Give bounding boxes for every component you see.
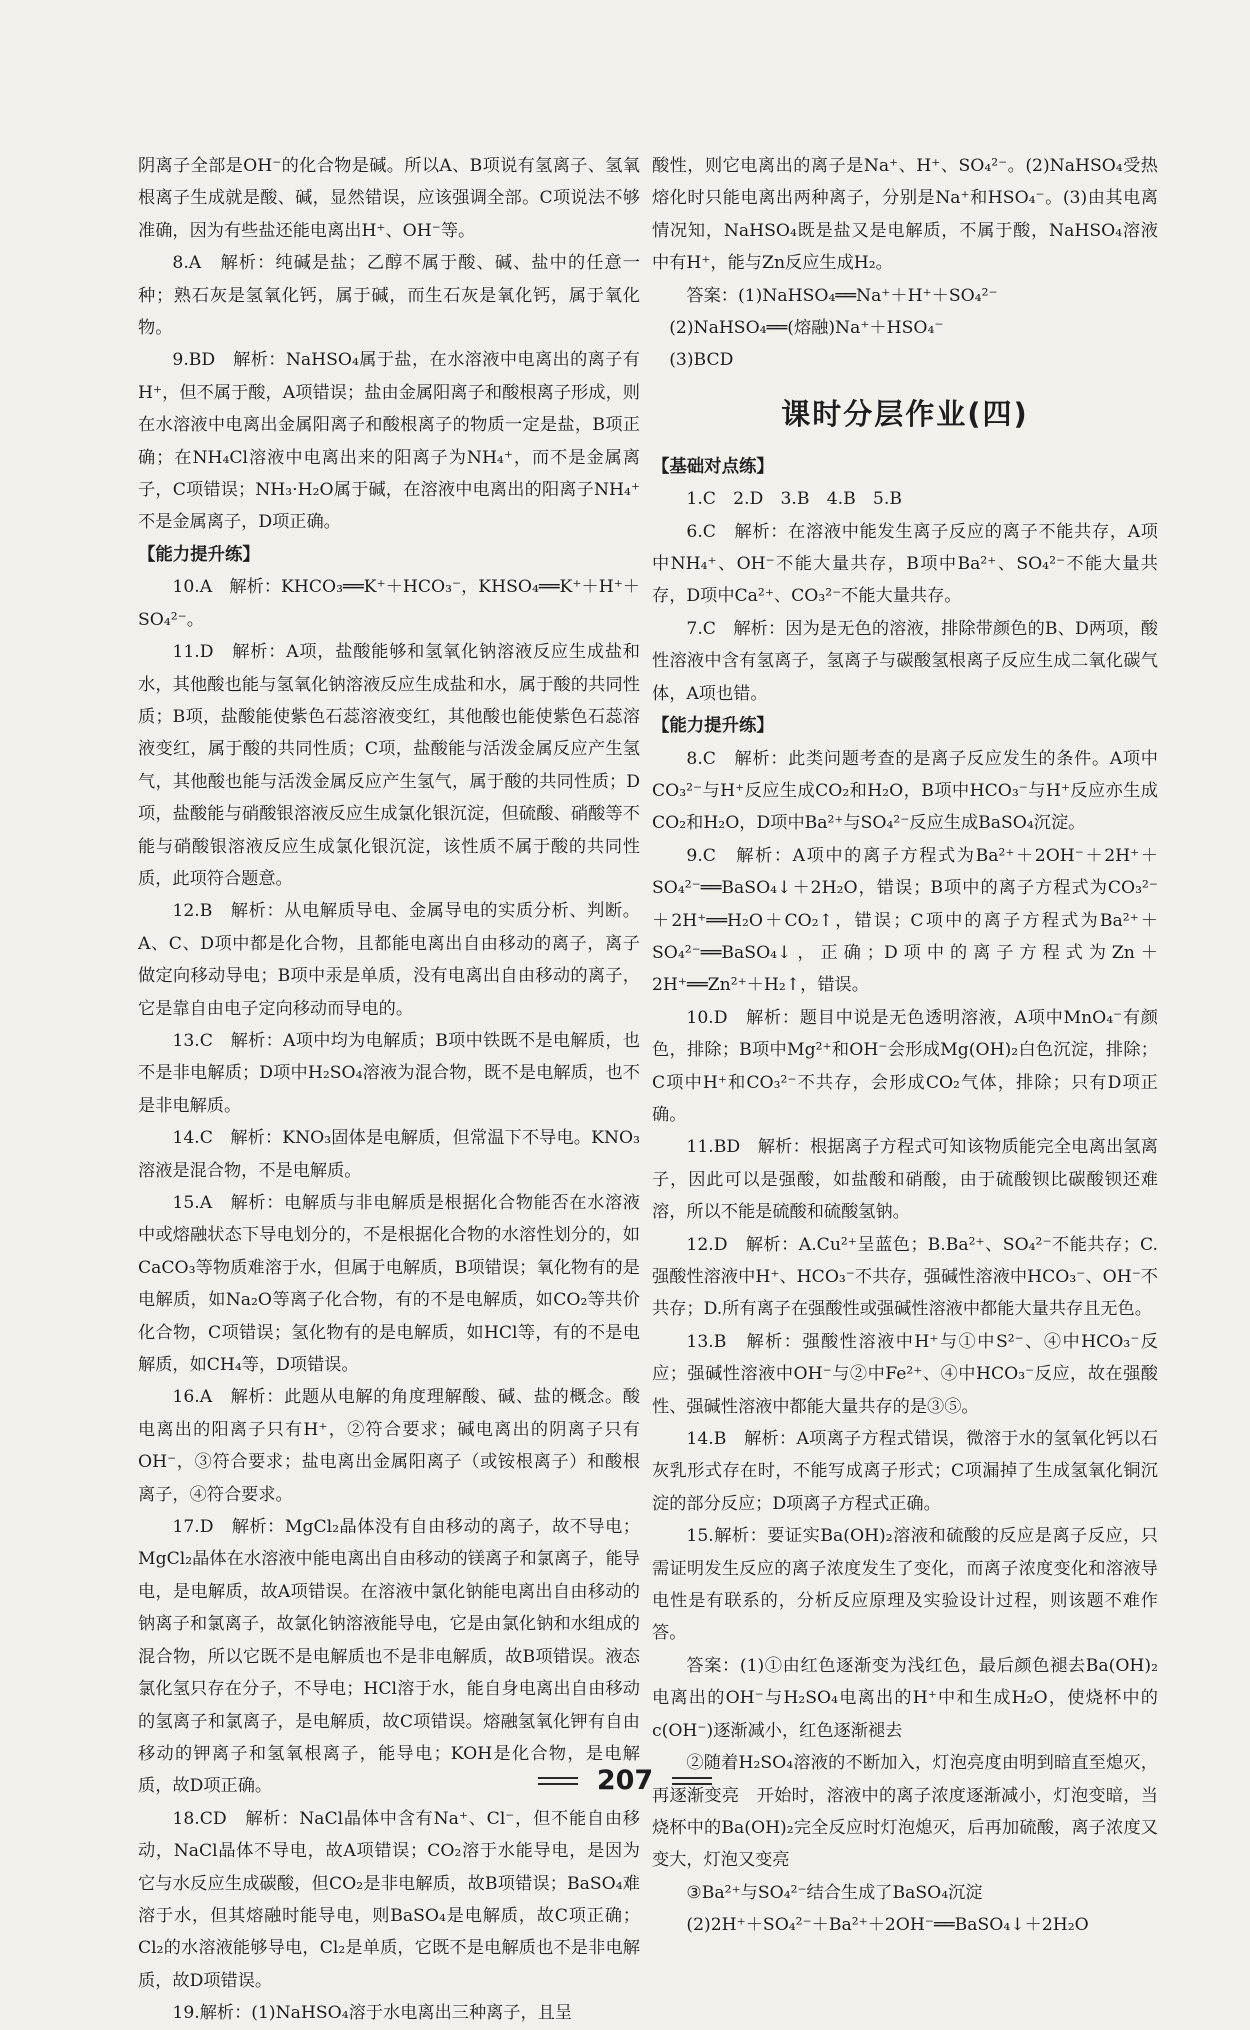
section-heading: 【能力提升练】 [138,544,260,565]
answer-paragraph: 11.BD 解析：根据离子方程式可知该物质能完全电离出氢离子，因此可以是强酸，如盐酸和硝酸，由于硫酸钡比碳酸钡还难溶，所以不能是硫酸和硫酸氢钠。 [652,1137,1158,1223]
answer-paragraph: ②随着H₂SO₄溶液的不断加入，灯泡亮度由明到暗直至熄灭，再逐渐变亮 开始时，溶液中的离子浓度逐渐减小，灯泡变暗，当烧杯中的Ba(OH)₂完全反应时灯泡熄灭，后再加硫酸，离子浓度又变大，灯泡又变亮 [652,1753,1158,1871]
answer-paragraph: 14.B 解析：A项离子方程式错误，微溶于水的氢氧化钙以石灰乳形式存在时，不能写成离子形式；C项漏掉了生成氢氧化铜沉淀的部分反应；D项离子方程式正确。 [652,1429,1158,1514]
answer-paragraph: 19.解析：(1)NaHSO₄溶于水电离出三种离子，且呈 [172,2003,573,2024]
answer-paragraph: 13.C 解析：A项中均为电解质；B项中铁既不是电解质，也不是非电解质；D项中H₂SO₄溶液为混合物，既不是电解质，也不是非电解质。 [138,1030,640,1116]
answer-paragraph: 11.D 解析：A项，盐酸能够和氢氧化钠溶液反应生成盐和水，其他酸也能与氢氧化钠溶液反应生成盐和水，属于酸的共同性质；B项，盐酸能使紫色石蕊溶液变红，其他酸也能使紫色石蕊溶液变红，属于酸的共同性质；C项，盐酸能与活泼金属反应产生氢气，其他酸也能与活泼金属反应产生氢气，属于酸的共同性质；D项，盐酸能与硝酸银溶液反应生成氯化银沉淀，但硫酸、硝酸等不能与硝酸银溶液反应生成氯化银沉淀，该性质不属于酸的共同性质，此项符合题意。 [138,642,640,889]
answer-paragraph: 12.B 解析：从电解质导电、金属导电的实质分析、判断。A、C、D项中都是化合物，且都能电离出自由移动的离子，离子做定向移动导电；B项中汞是单质，没有电离出自由移动的离子，它是靠自由电子定向移动而导电的。 [138,901,640,1019]
answer-paragraph: 9.BD 解析：NaHSO₄属于盐，在水溶液中电离出的离子有H⁺，但不属于酸，A项错误；盐由金属阳离子和酸根离子形成，则在水溶液中电离出金属阳离子和酸根离子的物质一定是盐，B项正确；在NH₄Cl溶液中电离出来的阳离子为NH₄⁺，而不是金属离子，C项错误；NH₃·H₂O属于碱，在溶液中电离出的阳离子NH₄⁺不是金属离子，D项正确。 [138,350,640,533]
right-column [652,150,1158,1942]
answer-paragraph: 17.D 解析：MgCl₂晶体没有自由移动的离子，故不导电；MgCl₂晶体在水溶液中能电离出自由移动的镁离子和氯离子，能导电，是电解质，故A项错误。在溶液中氯化钠能电离出自由移动的钠离子和氯离子，故氯化钠溶液能导电，它是由氯化钠和水组成的混合物，所以它既不是电解质也不是非电解质，故B项错误。液态氯化氢只存在分子，不导电；HCl溶于水，能自身电离出自由移动的氢离子和氯离子，是电解质，故C项错误。熔融氢氧化钾有自由移动的钾离子和氢氧根离子，能导电；KOH是化合物，是电解质，故D项正确。 [138,1517,640,1797]
answer-paragraph: 6.C 解析：在溶液中能发生离子反应的离子不能共存，A项中NH₄⁺、OH⁻不能大量共存，B项中Ba²⁺、SO₄²⁻不能大量共存，D项中Ca²⁺、CO₃²⁻不能大量共存。 [652,521,1158,607]
answer-paragraph: 7.C 解析：因为是无色的溶液，排除带颜色的B、D两项，酸性溶液中含有氢离子，氢离子与碳酸氢根离子反应生成二氧化碳气体，A项也错。 [652,618,1158,704]
page-footer [0,1765,1250,1796]
answer-paragraph: 12.D 解析：A.Cu²⁺呈蓝色；B.Ba²⁺、SO₄²⁻不能共存；C.强酸性溶液中H⁺、HCO₃⁻不共存，强碱性溶液中HCO₃⁻、OH⁻不共存；D.所有离子在强酸性或强碱性溶液中都能大量共存且无色。 [652,1234,1158,1320]
answer-paragraph: 10.A 解析：KHCO₃══K⁺＋HCO₃⁻，KHSO₄══K⁺＋H⁺＋SO₄²⁻。 [138,577,640,630]
answer-paragraph: 14.C 解析：KNO₃固体是电解质，但常温下不导电。KNO₃溶液是混合物，不是电解质。 [138,1128,640,1181]
left-column [138,150,640,2030]
answer-paragraph: 8.A 解析：纯碱是盐；乙醇不属于酸、碱、盐中的任意一种；熟石灰是氢氧化钙，属于碱，而生石灰是氧化钙，属于氧化物。 [138,253,640,339]
answer-paragraph: 15.A 解析：电解质与非电解质是根据化合物能否在水溶液中或熔融状态下导电划分的，不是根据化合物的水溶性划分的，如CaCO₃等物质难溶于水，但属于电解质，B项错误；氧化物有的是电解质，如Na₂O等离子化合物，有的不是电解质，如CO₂等共价化合物，C项错误；氢化物有的是电解质，如HCl等，有的不是电解质，如CH₄等，D项错误。 [138,1193,640,1376]
answer-paragraph: 答案：(1)①由红色逐渐变为浅红色，最后颜色褪去Ba(OH)₂电离出的OH⁻与H₂SO₄电离出的H⁺中和生成H₂O，使烧杯中的c(OH⁻)逐渐减小，红色逐渐褪去 [652,1655,1158,1741]
page-number: 207 [596,1765,654,1796]
answer-paragraph: 9.C 解析：A项中的离子方程式为Ba²⁺＋2OH⁻＋2H⁺＋SO₄²⁻══BaSO₄↓＋2H₂O，错误；B项中的离子方程式为CO₃²⁻＋2H⁺══H₂O＋CO₂↑，错误；C项中的离子方程式为Ba²⁺＋SO₄²⁻══BaSO₄↓，正确；D项中的离子方程式为Zn＋2H⁺══Zn²⁺＋H₂↑，错误。 [652,845,1158,996]
answer-paragraph: 1.C 2.D 3.B 4.B 5.B [686,489,902,510]
answer-paragraph: 酸性，则它电离出的离子是Na⁺、H⁺、SO₄²⁻。(2)NaHSO₄受热熔化时只能电离出两种离子，分别是Na⁺和HSO₄⁻。(3)由其电离情况知，NaHSO₄既是盐又是电解质，不属于酸，NaHSO₄溶液中有H⁺，能与Zn反应生成H₂。 [652,156,1158,274]
answer-paragraph: ③Ba²⁺与SO₄²⁻结合生成了BaSO₄沉淀 [686,1882,983,1903]
answer-paragraph: (2)NaHSO₄══(熔融)Na⁺＋HSO₄⁻ [669,318,944,339]
answer-paragraph: 10.D 解析：题目中说是无色透明溶液，A项中MnO₄⁻有颜色，排除；B项中Mg²⁺和OH⁻会形成Mg(OH)₂白色沉淀，排除；C项中H⁺和CO₃²⁻不共存，会形成CO₂气体，排除；只有D项正确。 [652,1007,1158,1125]
answer-paragraph: 13.B 解析：强酸性溶液中H⁺与①中S²⁻、④中HCO₃⁻反应；强碱性溶液中OH⁻与②中Fe²⁺、④中HCO₃⁻反应，故在强酸性、强碱性溶液中都能大量共存的是③⑤。 [652,1331,1158,1417]
section-heading: 【能力提升练】 [652,716,774,737]
answer-paragraph: 答案：(1)NaHSO₄══Na⁺＋H⁺＋SO₄²⁻ [686,285,998,306]
footer-rule-left [538,1773,578,1789]
footer-rule-right [672,1773,712,1789]
answer-paragraph: 15.解析：要证实Ba(OH)₂溶液和硫酸的反应是离子反应，只需证明发生反应的离子浓度发生了变化，而离子浓度变化和溶液导电性是有联系的，分析反应原理及实验设计过程，则该题不难作答。 [652,1526,1158,1644]
answer-paragraph: (2)2H⁺＋SO₄²⁻＋Ba²⁺＋2OH⁻══BaSO₄↓＋2H₂O [686,1915,1089,1936]
answer-paragraph: 18.CD 解析：NaCl晶体中含有Na⁺、Cl⁻，但不能自由移动，NaCl晶体不导电，故A项错误；CO₂溶于水能导电，是因为它与水反应生成碳酸，但CO₂是非电解质，故B项错误；BaSO₄难溶于水，但其熔融时能导电，则BaSO₄是电解质，故C项正确；Cl₂的水溶液能够导电，Cl₂是单质，它既不是电解质也不是非电解质，故D项错误。 [138,1808,640,1991]
answer-paragraph: 8.C 解析：此类问题考查的是离子反应发生的条件。A项中CO₃²⁻与H⁺反应生成CO₂和H₂O，B项中HCO₃⁻与H⁺反应亦生成CO₂和H₂O，D项中Ba²⁺与SO₄²⁻反应生成BaSO₄沉淀。 [652,748,1158,834]
answer-paragraph: 16.A 解析：此题从电解的角度理解酸、碱、盐的概念。酸电离出的阳离子只有H⁺，②符合要求；碱电离出的阴离子只有OH⁻，③符合要求；盐电离出金属阳离子（或铵根离子）和酸根离子，④符合要求。 [138,1387,640,1505]
answer-paragraph: 阴离子全部是OH⁻的化合物是碱。所以A、B项说有氢离子、氢氧根离子生成就是酸、碱，显然错误，应该强调全部。C项说法不够准确，因为有些盐还能电离出H⁺、OH⁻等。 [138,156,640,241]
answer-paragraph: (3)BCD [669,350,734,371]
section-heading: 【基础对点练】 [652,456,774,477]
chapter-title: 课时分层作业(四) [781,396,1029,431]
